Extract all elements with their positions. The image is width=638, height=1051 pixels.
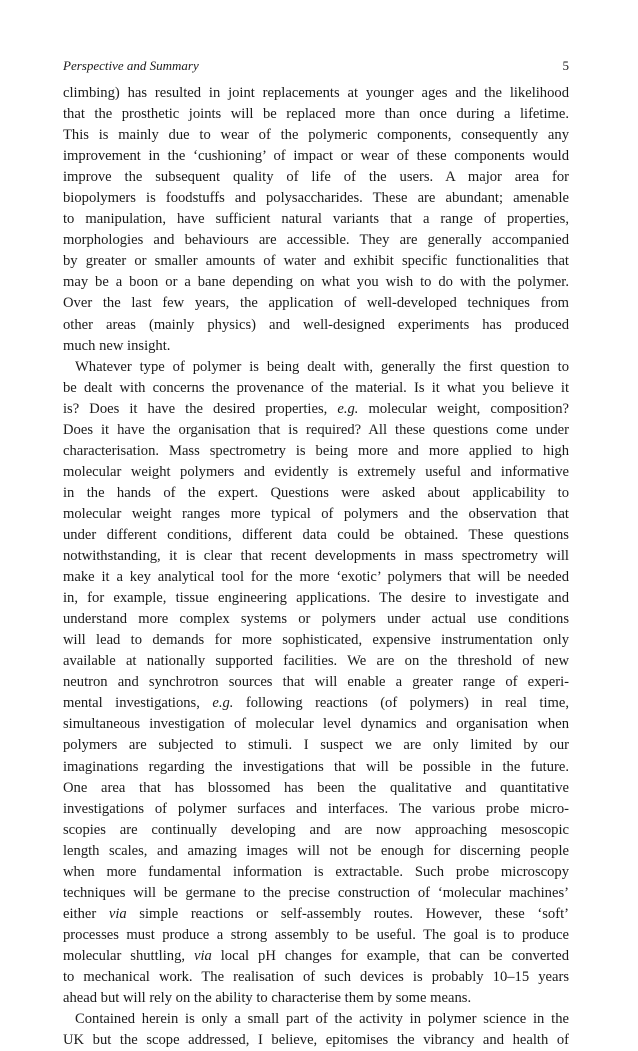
page-number: 5: [562, 58, 569, 73]
text-line: processes must produce a strong assembly to be useful. The goal is to produce: [63, 926, 569, 943]
text-line: will lead to demands for more sophisticated, expensive instrumentation only: [63, 632, 569, 649]
text-line: molecular weight polymers and evidently is extremely useful and informative: [63, 463, 569, 480]
text-line: morphologies and behaviours are accessible. They are generally accompanied: [63, 232, 569, 249]
text-line: notwithstanding, it is clear that recent developments in mass spectrometry will: [63, 548, 569, 565]
text-line: molecular weight ranges more typical of polymers and the observation that: [63, 505, 569, 522]
text-line: in, for example, tissue engineering applications. The desire to investigate and: [63, 590, 569, 607]
text-line: understand more complex systems or polymers under actual use conditions: [63, 611, 569, 628]
text-line: is? Does it have the desired properties, e.g. molecular weight, composition?: [63, 400, 570, 417]
text-line: may be a boon or a bane depending on what you wish to do with the polymer.: [63, 274, 569, 291]
text-line: scopies are continually developing and are now approaching mesoscopic: [63, 821, 569, 838]
text-line: investigations of polymer surfaces and interfaces. The various probe micro-: [63, 800, 569, 817]
text-line: Whatever type of polymer is being dealt with, generally the first question to: [75, 358, 569, 375]
page: [63, 58, 569, 1051]
text-line: techniques will be germane to the precise construction of ‘molecular machines’: [63, 884, 569, 901]
text-line: to manipulation, have sufficient natural variants that a range of properties,: [63, 211, 569, 228]
text-line: Contained herein is only a small part of the activity in polymer science in the: [75, 1011, 569, 1028]
text-line: improvement in the ‘cushioning’ of impact or wear of these components would: [63, 148, 569, 165]
text-line: length scales, and amazing images will not be enough for discerning people: [63, 842, 569, 859]
running-head: [63, 58, 569, 80]
text-line: molecular shuttling, via local pH changes for example, that can be converted: [63, 947, 569, 964]
text-line: neutron and synchrotron sources that will enable a greater range of experi-: [63, 674, 569, 691]
text-line: either via simple reactions or self-assembly routes. However, these ‘soft’: [63, 905, 570, 922]
body-text: [63, 83, 569, 1051]
text-line: Does it have the organisation that is required? All these questions come under: [63, 421, 569, 438]
running-title: Perspective and Summary: [63, 58, 199, 73]
text-line: under different conditions, different data could be obtained. These questions: [63, 526, 569, 543]
text-line: available at nationally supported facilities. We are on the threshold of new: [63, 653, 569, 670]
text-line: polymers are subjected to stimuli. I suspect we are only limited by our: [63, 737, 569, 754]
text-line: much new insight.: [63, 337, 171, 354]
text-line: ahead but will rely on the ability to characterise them by some means.: [63, 990, 472, 1007]
text-line: other areas (mainly physics) and well-designed experiments has produced: [63, 316, 569, 333]
text-line: Over the last few years, the application of well-developed techniques from: [63, 295, 569, 312]
text-line: characterisation. Mass spectrometry is being more and more applied to high: [63, 442, 569, 459]
text-line: climbing) has resulted in joint replacements at younger ages and the likelihood: [63, 85, 569, 101]
text-line: be dealt with concerns the provenance of the material. Is it what you believe it: [63, 379, 569, 396]
text-line: in the hands of the expert. Questions were asked about applicability to: [63, 484, 569, 501]
text-line: UK but the scope addressed, I believe, epitomises the vibrancy and health of: [63, 1032, 569, 1049]
text-line: mental investigations, e.g. following reactions (of polymers) in real time,: [63, 695, 569, 712]
text-line: when more fundamental information is extractable. Such probe microscopy: [63, 863, 569, 880]
text-line: by greater or smaller amounts of water and exhibit specific functionalities that: [63, 253, 569, 270]
text-line: improve the subsequent quality of life of the users. A major area for: [63, 169, 569, 186]
text-line: that the prosthetic joints will be replaced more than once during a lifetime.: [63, 106, 569, 123]
text-line: to mechanical work. The realisation of such devices is probably 10–15 years: [63, 968, 569, 985]
text-line: This is mainly due to wear of the polymeric components, consequently any: [63, 127, 569, 144]
text-line: make it a key analytical tool for the more ‘exotic’ polymers that will be needed: [63, 569, 569, 586]
text-line: biopolymers is foodstuffs and polysaccharides. These are abundant; amenable: [63, 190, 569, 207]
text-line: One area that has blossomed has been the qualitative and quantitative: [63, 779, 569, 796]
text-line: imaginations regarding the investigations that will be possible in the future.: [63, 758, 569, 775]
text-line: simultaneous investigation of molecular level dynamics and organisation when: [63, 716, 569, 733]
